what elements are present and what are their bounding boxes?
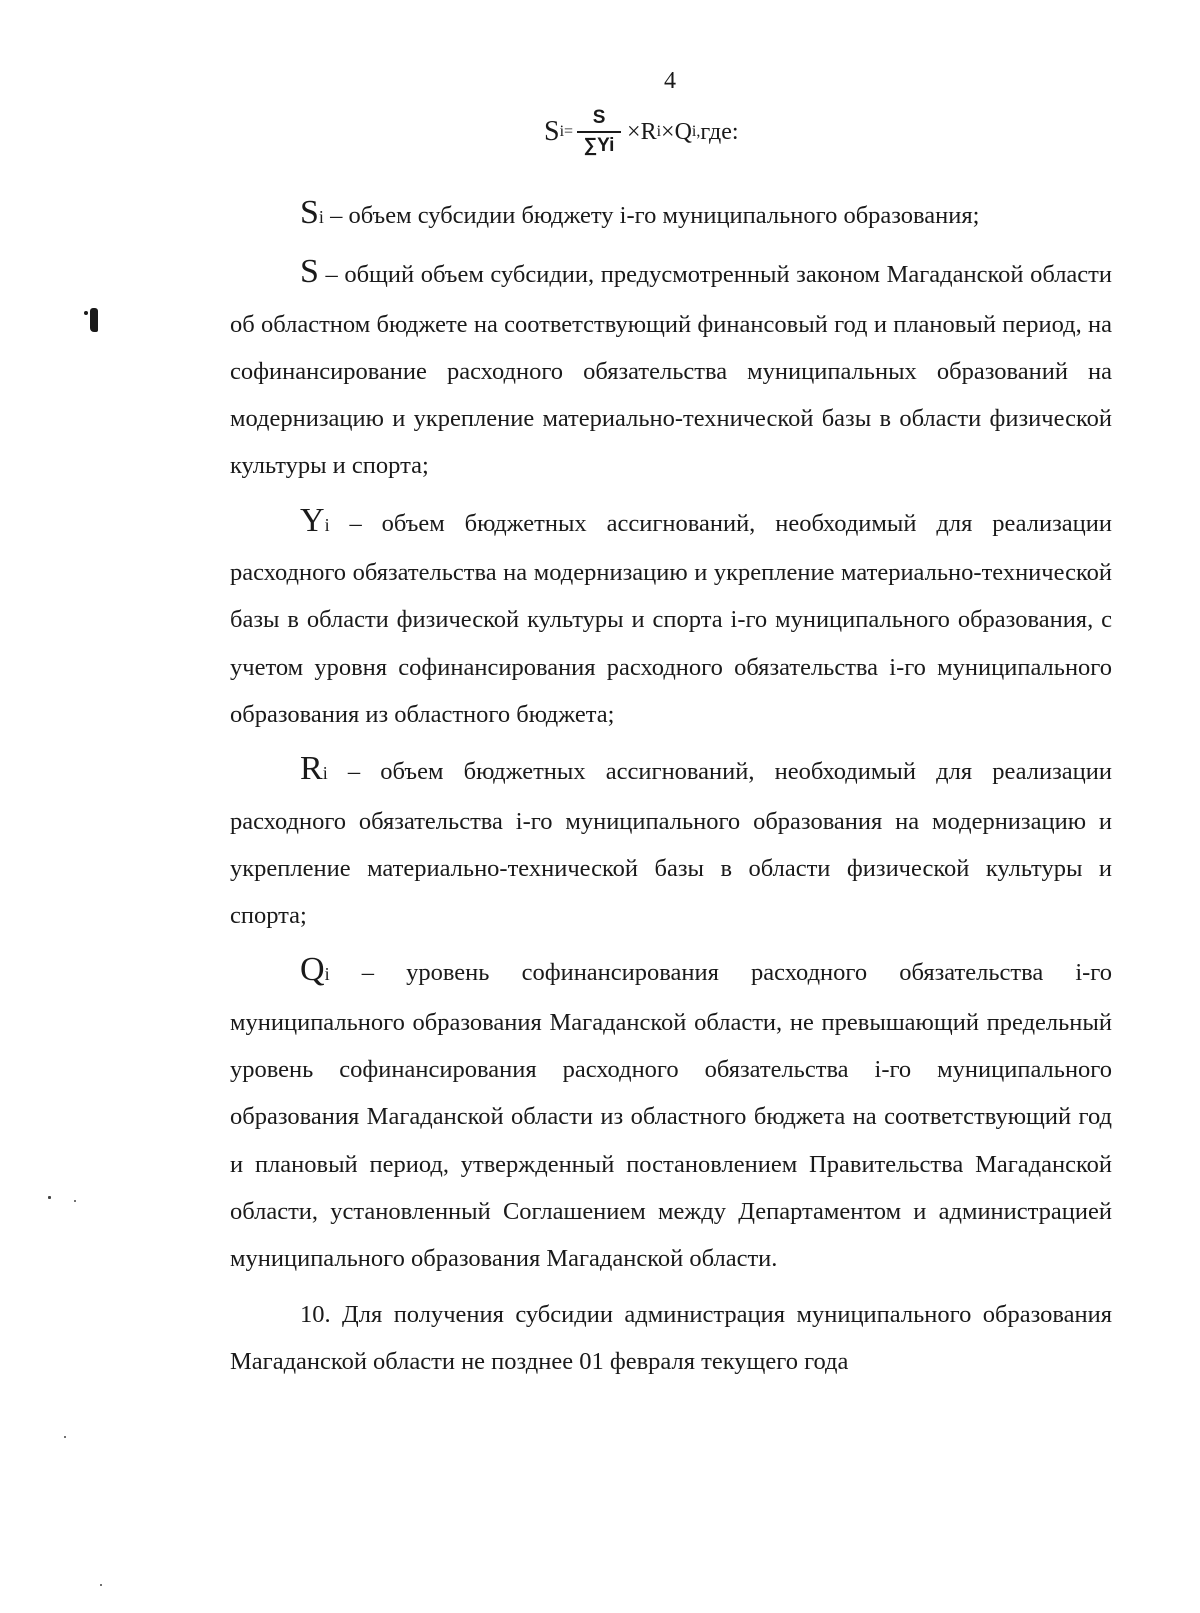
document-body (230, 192, 1112, 1395)
definition-symbol: Q (300, 951, 325, 989)
scan-speck (74, 1200, 76, 1202)
scan-speck (48, 1196, 51, 1199)
definition-subscript: i (322, 763, 328, 784)
definition-symbol: S (300, 253, 319, 291)
definition-text: – общий объем субсидии, предусмотренный законом Магаданской области об областном бюджете на соответствующий финансовый год и плановый период, на софинансирование расходного обязательства муниципальных образований на модернизацию и укрепление материально-технической базы в области физической культуры и спорта; (230, 261, 1112, 480)
definition-text: – объем бюджетных ассигнований, необходимый для реализации расходного обязательства на модернизацию и укрепление материально-технической базы в области физической культуры и спорта i-го муниципального образования, с учетом уровня софинансирования расходного обязательства i-го муниципального образования из областного бюджета; (230, 509, 1112, 728)
subsidy-formula (544, 108, 739, 157)
definition-symbol: S (300, 194, 319, 231)
scan-speck (64, 1436, 66, 1438)
definition-si (230, 192, 1112, 241)
page-number: 4 (664, 68, 676, 94)
definition-text: – уровень софинансирования расходного обязательства i-го муниципального образования Магаданской области, не превышающий предельный уровень софинансирования расходного обязательства i-го муниципального образования Магаданской области из областного бюджета на соответствующий год и плановый период, утвержденный постановлением Правительства Магаданской области, установленный Соглашением между Департаментом и администрацией муниципального образования Магаданской области. (230, 959, 1112, 1273)
formula-r-sub: i (656, 123, 662, 141)
formula-lhs-symbol: S (544, 116, 560, 148)
definition-subscript: i (324, 964, 330, 985)
definition-qi (230, 949, 1112, 1282)
paragraph-text: Для получения субсидии администрация муниципального образования Магаданской области не позднее 01 февраля текущего года (230, 1300, 1112, 1375)
definition-subscript: i (318, 207, 324, 227)
definition-s (230, 251, 1112, 489)
formula-times-q: ×Q (661, 118, 692, 145)
definition-symbol: R (300, 750, 323, 788)
paragraph-10 (230, 1291, 1112, 1386)
paragraph-number: 10. (300, 1300, 331, 1328)
definition-symbol: Y (300, 501, 325, 539)
formula-q-sub: i, (691, 123, 701, 141)
formula-fraction (577, 108, 621, 157)
definition-text: – объем субсидии бюджету i-го муниципального образования; (323, 202, 980, 229)
scan-mark (90, 308, 98, 332)
formula-lhs-sub: i= (559, 123, 574, 141)
formula-tail: где: (700, 118, 739, 145)
definition-ri (230, 748, 1112, 939)
definition-subscript: i (324, 514, 330, 535)
definition-yi (230, 500, 1112, 738)
scan-speck (100, 1584, 102, 1586)
formula-numerator: S (592, 107, 606, 128)
formula-denominator: ∑Yi (583, 134, 615, 156)
definition-text: – объем бюджетных ассигнований, необходимый для реализации расходного обязательства i-го муниципального образования на модернизацию и укрепление материально-технической базы в области физической культуры и спорта; (230, 758, 1112, 930)
formula-times-r: ×R (627, 118, 657, 145)
